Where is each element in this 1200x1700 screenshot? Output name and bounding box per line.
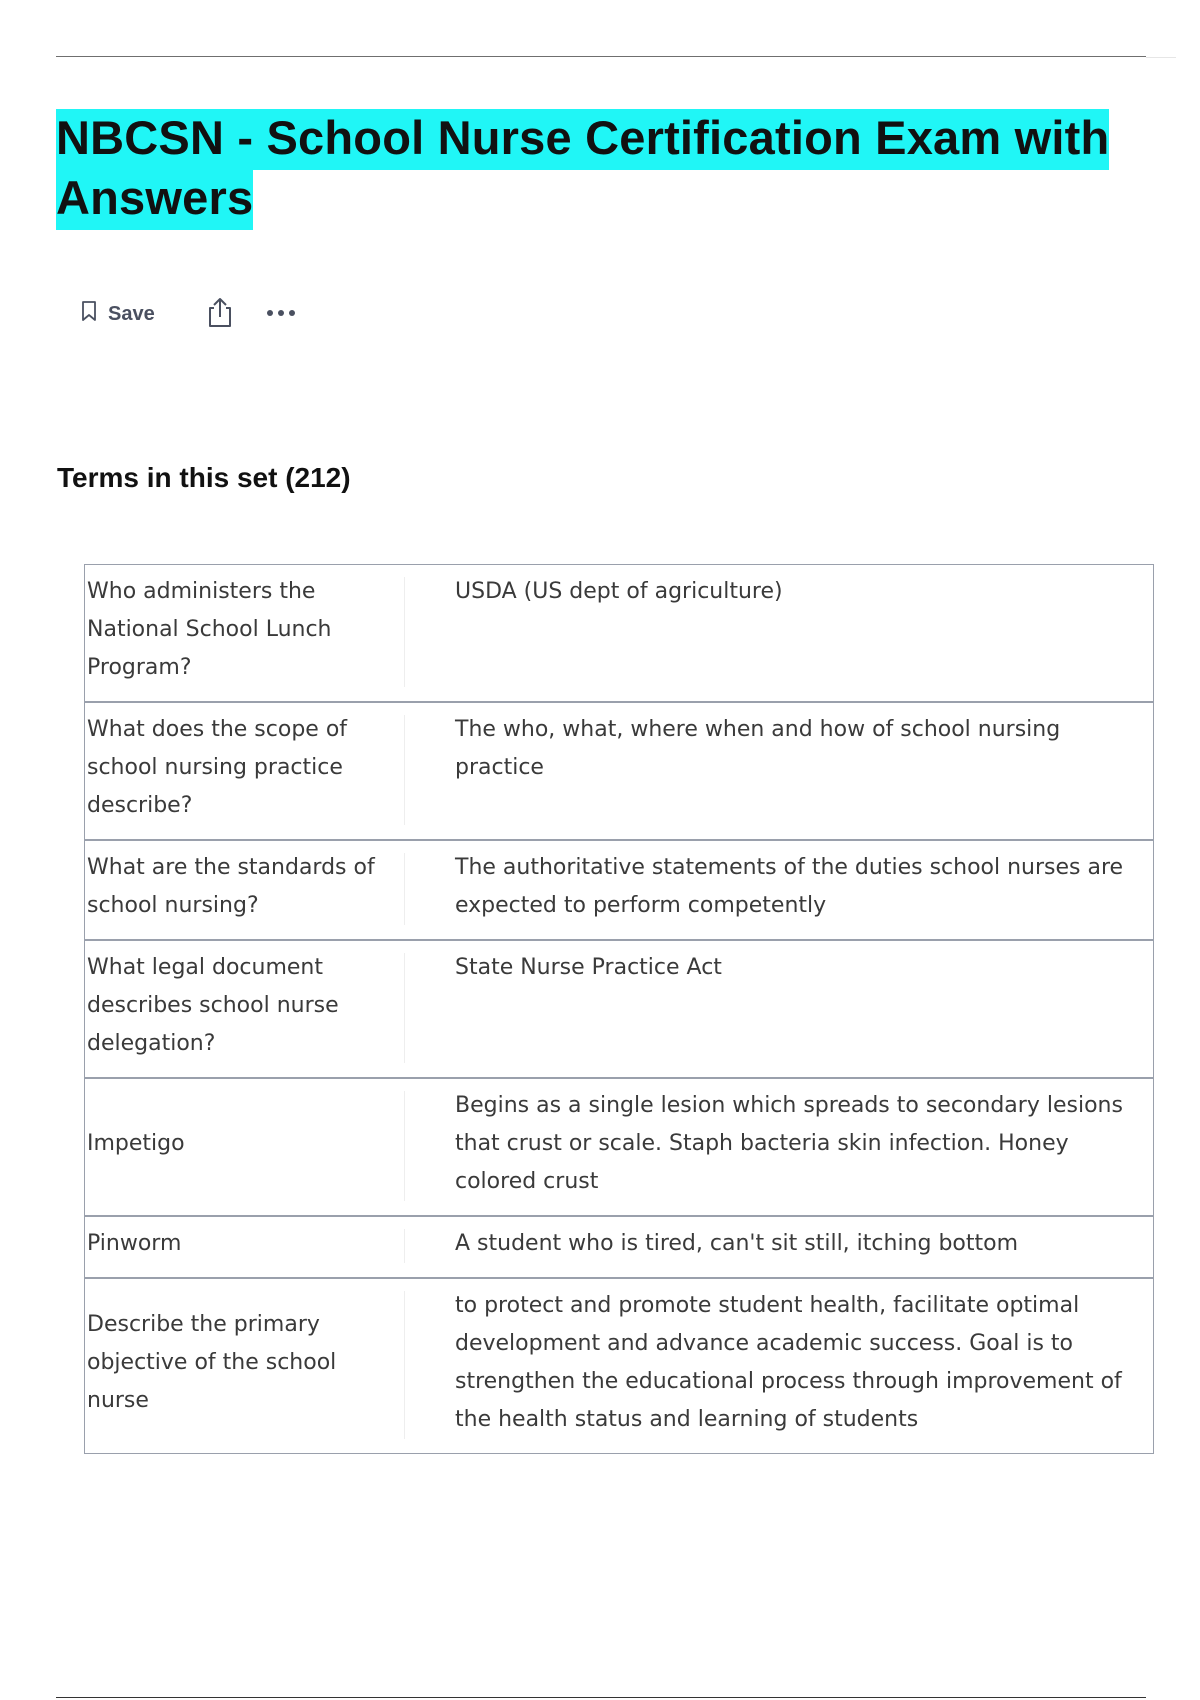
definition-cell: The who, what, where when and how of school nursing practice bbox=[405, 702, 1154, 840]
table-row bbox=[85, 565, 1154, 703]
table-row bbox=[85, 1078, 1154, 1216]
top-divider-fade bbox=[1146, 57, 1176, 58]
save-button[interactable] bbox=[80, 300, 155, 328]
term-cell: What does the scope of school nursing practice describe? bbox=[85, 702, 406, 840]
more-icon bbox=[265, 305, 297, 323]
bookmark-icon bbox=[80, 300, 98, 328]
bottom-divider bbox=[56, 1697, 1146, 1698]
term-cell: Describe the primary objective of the school nurse bbox=[85, 1278, 406, 1454]
page-title bbox=[56, 108, 1156, 228]
toolbar bbox=[80, 296, 297, 332]
share-button[interactable] bbox=[205, 296, 235, 333]
term-cell: Impetigo bbox=[85, 1078, 406, 1216]
page-title-text: NBCSN - School Nurse Certification Exam with Answers bbox=[56, 109, 1109, 230]
share-icon bbox=[205, 296, 235, 333]
top-divider bbox=[56, 56, 1146, 57]
save-button-label: Save bbox=[108, 302, 155, 325]
term-cell: What legal document describes school nurse delegation? bbox=[85, 940, 406, 1078]
terms-heading: Terms in this set (212) bbox=[57, 462, 351, 493]
terms-table bbox=[84, 564, 1154, 1454]
definition-cell: State Nurse Practice Act bbox=[405, 940, 1154, 1078]
table-row bbox=[85, 940, 1154, 1078]
term-cell: Pinworm bbox=[85, 1216, 406, 1278]
definition-cell: to protect and promote student health, facilitate optimal development and advance academic success. Goal is to strengthen the educational process through improvement of the health status and learning of students bbox=[405, 1278, 1154, 1454]
term-cell: What are the standards of school nursing? bbox=[85, 840, 406, 940]
definition-cell: Begins as a single lesion which spreads to secondary lesions that crust or scale. Staph bacteria skin infection. Honey colored crust bbox=[405, 1078, 1154, 1216]
table-row bbox=[85, 702, 1154, 840]
definition-cell: A student who is tired, can't sit still, itching bottom bbox=[405, 1216, 1154, 1278]
table-row bbox=[85, 840, 1154, 940]
definition-cell: USDA (US dept of agriculture) bbox=[405, 565, 1154, 703]
term-cell: Who administers the National School Lunch Program? bbox=[85, 565, 406, 703]
definition-cell: The authoritative statements of the duties school nurses are expected to perform competently bbox=[405, 840, 1154, 940]
table-row bbox=[85, 1278, 1154, 1454]
table-row bbox=[85, 1216, 1154, 1278]
more-options-button[interactable] bbox=[265, 305, 297, 323]
